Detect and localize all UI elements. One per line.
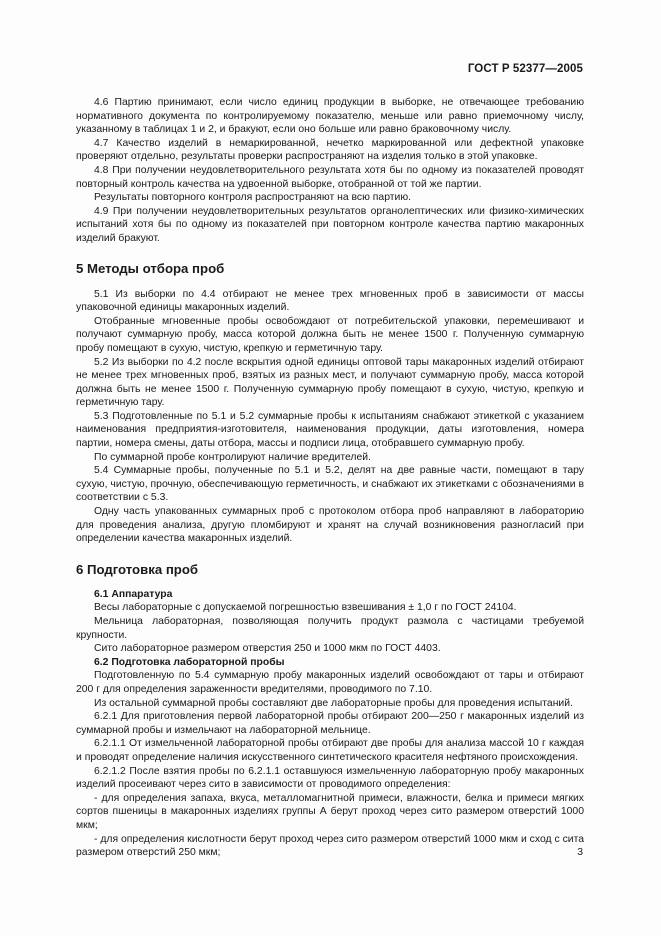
paragraph: Результаты повторного контроля распространяют на всю партию. [94, 192, 411, 204]
paragraph: 4.9 При получении неудовлетворительных результатов органолептических или физико-химических испытаний хотя бы по одному из показателей при повторном контроле качества партию макаронных изделий бракуют. [76, 205, 584, 244]
section-heading: 6.2 Подготовка лабораторной пробы [94, 656, 285, 668]
section-heading: 5 Методы отбора проб [76, 260, 225, 276]
paragraph: Подготовленную по 5.4 суммарную пробу макаронных изделий освобождают от тары и отбирают 200 г для определения зараженности вредителями, проводимого по 7.10. [76, 670, 584, 695]
paragraph: 6.2.1.2 После взятия пробы по 6.2.1.1 оставшуюся измельченную лабораторную пробу макаронных изделий просеивают через сито в зависимости от проводимого определения: [76, 765, 584, 791]
paragraph: - для определения кислотности берут проход через сито размером отверстий 1000 мкм и сход с сита размером отверстий 250 мкм; [76, 833, 584, 859]
paragraph: По суммарной пробе контролируют наличие вредителей. [94, 451, 371, 463]
paragraph: Сито лабораторное размером отверстия 250 и 1000 мкм по ГОСТ 4403. [94, 643, 441, 655]
paragraph: 4.7 Качество изделий в немаркированной, нечетко маркированной или дефектной упаковке проверяют отдельно, результаты проверки распространяют на изделия только в этой упаковке. [76, 137, 584, 163]
paragraph: 5.1 Из выборки по 4.4 отбирают не менее трех мгновенных проб в зависимости от массы упаковочной единицы макаронных изделий. [76, 288, 584, 314]
document-header-id: ГОСТ Р 52377—2005 [467, 63, 583, 75]
page-number: 3 [577, 847, 583, 858]
paragraph: 5.3 Подготовленные по 5.1 и 5.2 суммарные пробы к испытаниям снабжают этикеткой с указанием наименования предприятия-изготовителя, наименования продукции, даты изготовления, номера партии, номера смены, даты отбора, массы и подписи лица, отобравшего суммарную пробу. [76, 410, 584, 450]
paragraph: 4.6 Партию принимают, если число единиц продукции в выборке, не отвечающее требованию нормативного документа по контролируемому показателю, меньше или равно приемочному числу, указанному в таблицах 1 и 2, и бракуют, если оно больше или равно браковочному числу. [76, 97, 584, 136]
paragraph: 6.2.1.1 От измельченной лабораторной пробы отбирают две пробы для анализа массой 10 г каждая и проводят определение наличия искусственного синтетического красителя нефтяного происхождения. [76, 738, 584, 763]
paragraph: 5.4 Суммарные пробы, полученные по 5.1 и 5.2, делят на две равные части, помещают в тару сухую, чистую, прочную, обеспечивающую герметичность, и снабжают их этикетками с обозначениями в соответствии с 5.3. [76, 465, 584, 504]
document-body [76, 96, 584, 860]
paragraph: Весы лабораторные с допускаемой погрешностью взвешивания ± 1,0 г по ГОСТ 24104. [94, 602, 517, 614]
paragraph: 4.8 При получении неудовлетворительного результата хотя бы по одному из показателей проводят повторный контроль качества на удвоенной выборке, отобранной от той же партии. [76, 164, 584, 190]
paragraph: Отобранные мгновенные пробы освобождают от потребительской упаковки, перемешивают и получают суммарную пробу, масса которой должна быть не менее 1500 г. Полученную суммарную пробу помещают в сухую, чистую, крепкую и герметичную тару. [76, 315, 584, 354]
paragraph: Из остальной суммарной пробы составляют две лабораторные пробы для проведения испытаний. [94, 697, 573, 709]
paragraph: 5.2 Из выборки по 4.2 после вскрытия одной единицы оптовой тары макаронных изделий отбирают не менее трех мгновенных проб, взятых из разных мест, и получают суммарную пробу, масса которой должна быть не менее 1500 г. Полученную суммарную пробу помещают в сухую, чистую, крепкую и герметичную тару. [76, 356, 584, 409]
paragraph: Одну часть упакованных суммарных проб с протоколом отбора проб направляют в лабораторию для проведения анализа, другую пломбируют и хранят на случай возникновения разногласий при определении качества макаронных изделий. [76, 506, 584, 545]
section-heading: 6 Подготовка проб [76, 561, 199, 577]
section-heading: 6.1 Аппаратура [94, 588, 173, 600]
paragraph: Мельница лабораторная, позволяющая получить продукт размола с частицами требуемой крупности. [76, 616, 584, 641]
paragraph: - для определения запаха, вкуса, металломагнитной примеси, влажности, белка и примеси мягких сортов пшеницы в макаронных изделиях группы А берут проход через сито размером отверстий 1000 мкм; [76, 792, 584, 831]
paragraph: 6.2.1 Для приготовления первой лабораторной пробы отбирают 200—250 г макаронных изделий из суммарной пробы и измельчают на лабораторной мельнице. [76, 711, 584, 736]
